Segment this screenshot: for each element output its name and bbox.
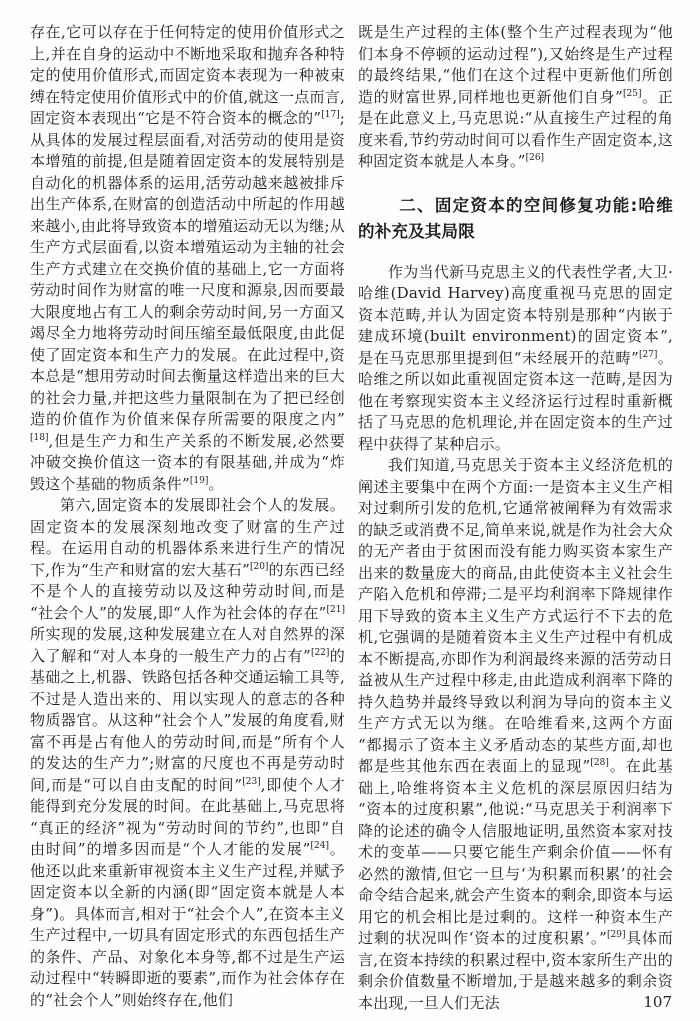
page-number: 107 xyxy=(643,993,672,1011)
two-column-layout xyxy=(30,22,674,1014)
reference-marker: [20] xyxy=(249,561,269,572)
paragraph: 既是生产过程的主体(整个生产过程表现为“他们本身不停顿的运动过程”),又始终是生产过程的最终结果,“他们在这个过程中更新他们所创造的财富世界,同样地也更新他们自身”[25]。正是在此意义上,马克思说:“从直接生产过程的角度来看,节约劳动时间可以看作生产固定资本,这种固定资本就是人本身。”[26] xyxy=(358,23,673,170)
reference-marker: [18] xyxy=(30,432,49,443)
section-heading: 二、固定资本的空间修复功能:哈维的补充及其局限 xyxy=(358,195,673,241)
reference-marker: [17] xyxy=(321,110,340,120)
paragraph: 存在,它可以存在于任何特定的使用价值形式之上,并在自身的运动中不断地采取和抛弃各种特定的使用价值形式,而固定资本表现为一种被束缚在特定使用价值形式中的价值,就这一点而言,固定资本表现出“它是不符合资本的概念的”[17];从具体的发展过程层面看,对活劳动的使用是资本增殖的前提,但是随着固定资本的发展特别是自动化的机器体系的运用,活劳动越来越被排斥出生产体系,在财富的创造活动中所起的作用越来越小,由此将导致资本的增殖运动无以为继;从生产方式层面看,以资本增殖运动为主轴的社会生产方式建立在交换价值的基础上,它一方面将劳动时间作为财富的唯一尺度和源泉,因而要最大限度地占有工人的剩余劳动时间,另一方面又竭尽全力地将劳动时间压缩至最低限度,由此促使了固定资本和生产力的发展。在此过程中,资本总是“想用劳动时间去衡量这样造出来的巨大的社会力量,并把这些力量限制在为了把已经创造的价值作为价值来保存所需要的限度之内”[18],但是生产力和生产关系的不断发展,必然要冲破交换价值这一资本的有限基础,并成为“炸毁这个基础的物质条件”[19]。 xyxy=(30,23,345,493)
left-column xyxy=(30,22,345,1014)
reference-marker: [24] xyxy=(310,841,330,851)
reference-marker: [29] xyxy=(607,930,626,940)
reference-marker: [21] xyxy=(326,604,345,615)
paragraph: 第六,固定资本的发展即社会个人的发展。固定资本的发展深刻地改变了财富的生产过程。在运用自动的机器体系来进行生产的情况下,作为“生产和财富的宏大基石”[20]的东西已经不是个人的直接劳动以及这种劳动时间,而是“社会个人”的发展,即“人作为社会体的存在”[21]所实现的发展,这种发展建立在人对自然界的深入了解和“对人本身的一般生产力的占有”[22]的基础之上,机器、铁路包括各种交通运输工具等,不过是人造出来的、用以实现人的意志的各种物质器官。从这种“社会个人”发展的角度看,财富不再是占有他人的劳动时间,而是“所有个人的发达的生产力”;财富的尺度也不再是劳动时间,而是“可以自由支配的时间”[23],即使个人才能得到充分发展的时间。在此基础上,马克思将“真正的经济”视为“劳动时间的节约”,也即“自由时间”的增多因而是“个人才能的发展”[24]。他还以此来重新审视资本主义生产过程,并赋予固定资本以全新的内涵(即“固定资本就是人本身”)。具体而言,相对于“社会个人”,在资本主义生产过程中,一切具有固定形式的东西包括生产的条件、产品、对象化本身等,都不过是生产运动过程中“转瞬即逝的要素”,而作为社会体存在的“社会个人”则始终存在,他们 xyxy=(30,496,346,1009)
reference-marker: [22] xyxy=(310,647,330,658)
reference-marker: [26] xyxy=(525,153,545,163)
reference-marker: [28] xyxy=(590,758,609,768)
paragraph: 作为当代新马克思主义的代表性学者,大卫·哈维(David Harvey)高度重视马克思的固定资本范畴,并认为固定资本特别是那种“内嵌于建成环境(built environment)的固定资本”,是在马克思那里提到但“未经展开的范畴”[27]。哈维之所以如此重视固定资本这一范畴,是因为他在考察现实资本主义经济运行过程时重新概括了马克思的危机理论,并在固定资本的生产过程中获得了某种启示。 xyxy=(358,262,673,453)
reference-marker: [23] xyxy=(242,776,261,787)
right-column xyxy=(358,22,673,1014)
paragraph: 我们知道,马克思关于资本主义经济危机的阐述主要集中在两个方面:一是资本主义生产相对过剩所引发的危机,它通常被阐释为有效需求的缺乏或消费不足,简单来说,就是作为社会大众的无产者由于贫困而没有能力购买资本家生产出来的数量庞大的商品,由此使资本主义社会生产陷入危机和停滞;二是平均利润率下降规律作用下导致的资本主义生产方式运行不下去的危机,它强调的是随着资本主义生产过程中有机成本不断提高,亦即作为利润最终来源的活劳动日益被从生产过程中移走,由此造成利润率下降的持久趋势并最终导致以利润为导向的资本主义生产方式无以为继。在哈维看来,这两个方面“都揭示了资本主义矛盾动态的某些方面,却也都是些其他东西在表面上的显现”[28]。在此基础上,哈维将资本主义危机的深层原因归结为“资本的过度积累”,他说:“马克思关于利润率下降的论述的确令人信服地证明,虽然资本家对技术的变革——只要它能生产剩余价值——怀有必然的激情,但它一旦与‘为积累而积累’的社会命令结合起来,就会产生资本的剩余,即资本与运用它的机会相比是过剩的。这样一种资本生产过剩的状况叫作‘资本的过度积累’。”[29]具体而言,在资本持续的积累过程中,资本家所生产出的剩余价值数量不断增加,于是越来越多的剩余资本出现,一旦人们无法 xyxy=(358,456,674,1012)
reference-marker: [25] xyxy=(623,88,642,99)
reference-marker: [27] xyxy=(638,349,658,360)
reference-marker: [19] xyxy=(189,475,209,486)
